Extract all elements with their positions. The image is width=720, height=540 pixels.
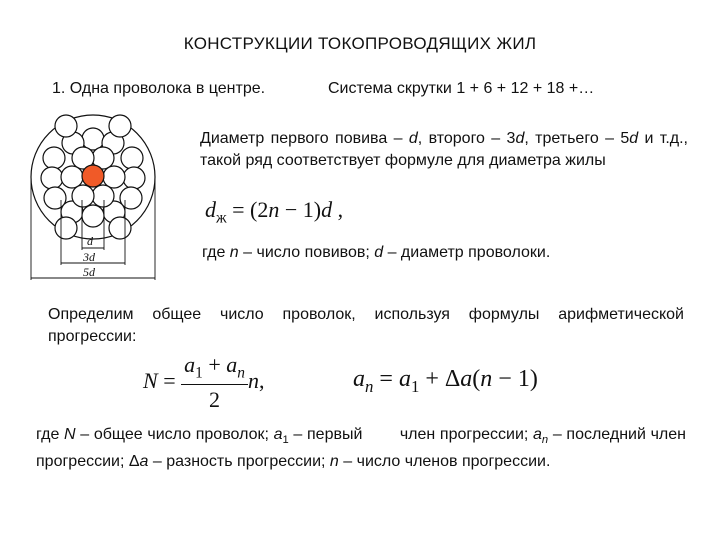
point-one-text: 1. Одна проволока в центре. (52, 80, 266, 97)
wire (121, 147, 143, 169)
wire (82, 205, 104, 227)
wire (109, 115, 131, 137)
progression-legend-text: где N – общее число проволок; $a_1$ – первый член прогрессии; $a_n$ – последний член прогрессии; Δa – разность прогрессии; n – число членов прогрессии. (36, 426, 686, 471)
label-3d: 3d (83, 250, 95, 264)
wire (123, 167, 145, 189)
label-d: d (87, 234, 93, 248)
progression-paragraph: Определим общее число проволок, используя формулы арифметической прогрессии: (48, 306, 684, 345)
conductor-diameter-formula: $d_ж = (2n - 1)d$ , (205, 197, 344, 227)
diameter-paragraph: Диаметр первого повива – d, второго – 3d, третьего – 5d и т.д., такой ряд соответствует формуле для диаметра жилы (200, 130, 688, 169)
page-title: КОНСТРУКЦИИ ТОКОПРОВОДЯЩИХ ЖИЛ (183, 34, 537, 53)
fraction: $\frac{a_1 + a_n}{2}$ (181, 352, 248, 413)
wire (55, 217, 77, 239)
wire (109, 217, 131, 239)
center-wire (82, 165, 104, 187)
conductor-cross-section-diagram (28, 100, 178, 290)
wire (61, 166, 83, 188)
wire (103, 166, 125, 188)
nth-term-formula: $a_n = a_1 + \Delta a(n - 1)$ (353, 366, 538, 396)
wire (43, 147, 65, 169)
label-5d: 5d (83, 265, 95, 279)
wire (41, 167, 63, 189)
total-wires-formula: N = $\frac{a_1 + a_n}{2}$ n, (143, 352, 265, 413)
twist-system-text: Система скрутки 1 + 6 + 12 + 18 +… (328, 80, 595, 97)
wire (72, 185, 94, 207)
formula-legend-text: где n – число повивов; d – диаметр проволоки. (202, 244, 551, 261)
wire (92, 185, 114, 207)
wire (55, 115, 77, 137)
